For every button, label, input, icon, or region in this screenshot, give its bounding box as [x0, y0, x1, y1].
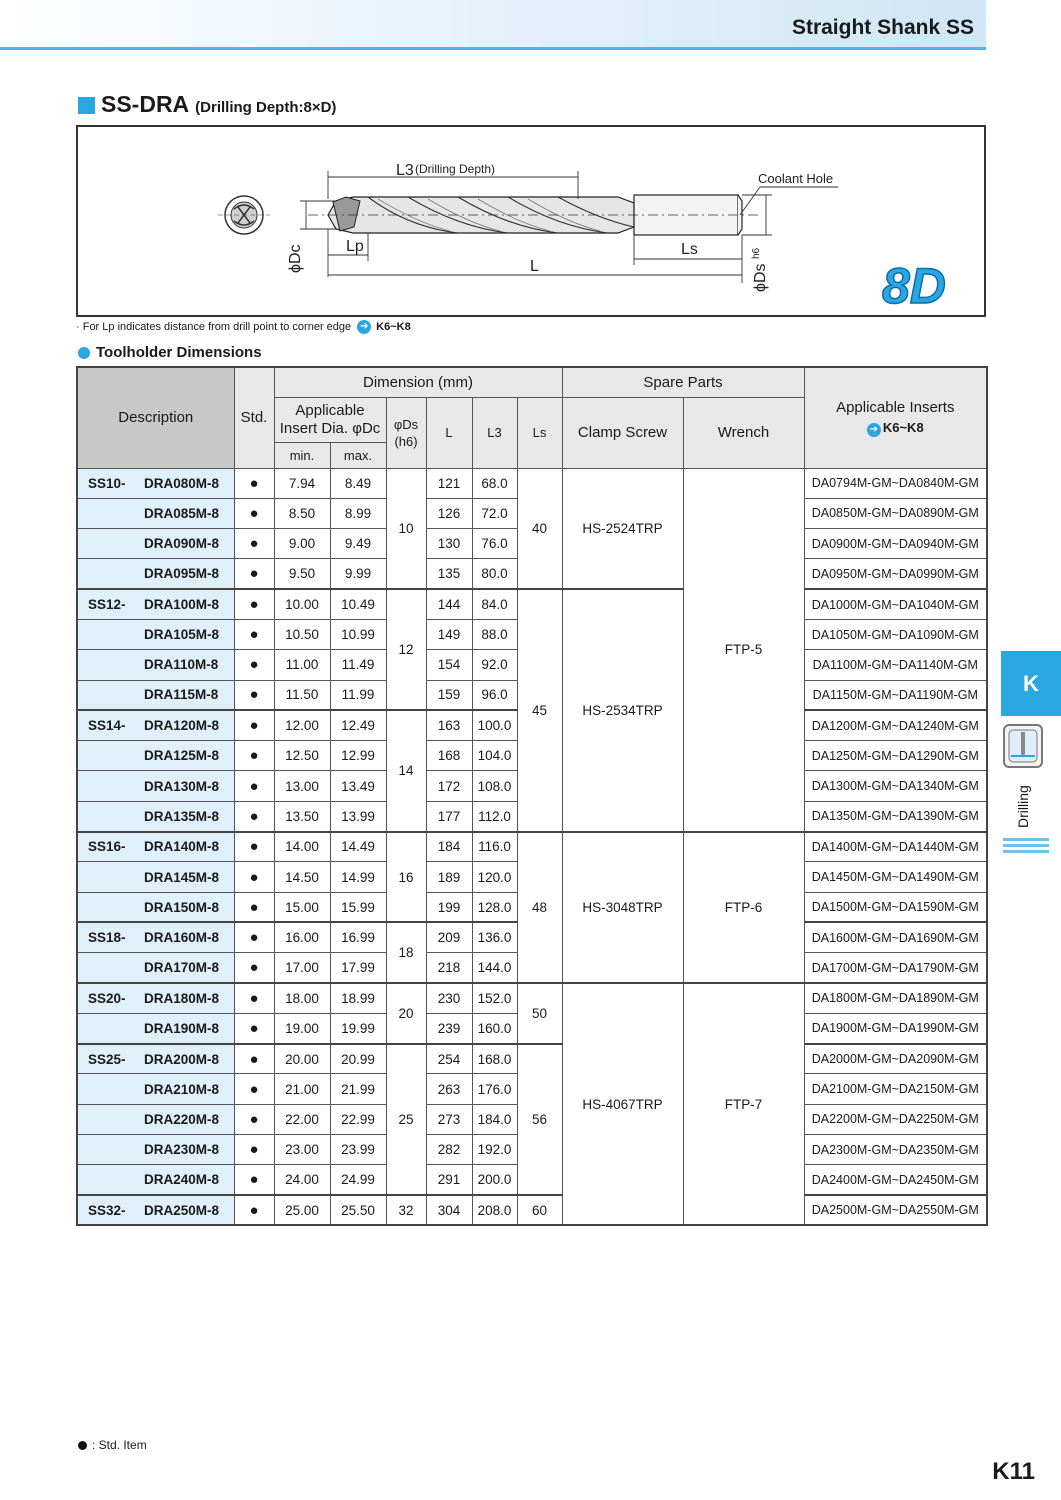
- series-cell: [77, 559, 140, 589]
- max-cell: 12.49: [330, 710, 386, 740]
- header-dimension: Dimension (mm): [274, 367, 562, 397]
- max-cell: 10.99: [330, 619, 386, 649]
- max-cell: 13.49: [330, 771, 386, 801]
- max-cell: 9.99: [330, 559, 386, 589]
- header-description: Description: [77, 367, 234, 468]
- std-cell: ●: [234, 1195, 274, 1225]
- l3-cell: 184.0: [472, 1104, 517, 1134]
- insert-cell: DA1900M-GM~DA1990M-GM: [804, 1013, 987, 1043]
- table-row: [77, 468, 987, 498]
- header-applicable-inserts: [804, 367, 987, 468]
- arrow-right-icon: ➔: [357, 320, 371, 334]
- dimension-labels: [287, 162, 946, 314]
- model-cell: DRA085M-8: [140, 498, 234, 528]
- series-cell: SS14-: [77, 710, 140, 740]
- l3-cell: 168.0: [472, 1044, 517, 1074]
- l3-note: (Drilling Depth): [415, 162, 496, 176]
- series-cell: SS12-: [77, 589, 140, 619]
- model-cell: DRA105M-8: [140, 619, 234, 649]
- l-cell: 230: [426, 983, 472, 1013]
- max-cell: 14.49: [330, 832, 386, 862]
- phi-ds-cell: 16: [386, 832, 426, 923]
- insert-cell: DA0794M-GM~DA0840M-GM: [804, 468, 987, 498]
- std-cell: ●: [234, 1135, 274, 1165]
- l-cell: 239: [426, 1013, 472, 1043]
- max-cell: 17.99: [330, 953, 386, 983]
- series-cell: [77, 1074, 140, 1104]
- min-cell: 19.00: [274, 1013, 330, 1043]
- insert-cell: DA2200M-GM~DA2250M-GM: [804, 1104, 987, 1134]
- series-cell: [77, 680, 140, 710]
- min-cell: 15.00: [274, 892, 330, 922]
- std-cell: ●: [234, 801, 274, 831]
- arrow-right-icon: ➔: [867, 423, 881, 437]
- insert-dia-label: Insert Dia. φDc: [279, 419, 381, 437]
- section-square-icon: [78, 97, 95, 114]
- l3-cell: 72.0: [472, 498, 517, 528]
- ls-label: Ls: [681, 241, 698, 258]
- std-dot-icon: [78, 1441, 87, 1450]
- model-cell: DRA240M-8: [140, 1165, 234, 1195]
- min-cell: 14.00: [274, 832, 330, 862]
- max-cell: 14.99: [330, 862, 386, 892]
- std-cell: ●: [234, 771, 274, 801]
- min-cell: 14.50: [274, 862, 330, 892]
- insert-cell: DA1800M-GM~DA1890M-GM: [804, 983, 987, 1013]
- bullet-icon: [78, 347, 90, 359]
- max-cell: 13.99: [330, 801, 386, 831]
- series-cell: [77, 801, 140, 831]
- max-cell: 10.49: [330, 589, 386, 619]
- l-cell: 199: [426, 892, 472, 922]
- model-cell: DRA230M-8: [140, 1135, 234, 1165]
- clamp-screw-cell: HS-3048TRP: [562, 832, 683, 983]
- l3-cell: 104.0: [472, 741, 517, 771]
- l3-cell: 84.0: [472, 589, 517, 619]
- model-cell: DRA135M-8: [140, 801, 234, 831]
- std-cell: ●: [234, 1044, 274, 1074]
- insert-cell: DA0950M-GM~DA0990M-GM: [804, 559, 987, 589]
- l-cell: 254: [426, 1044, 472, 1074]
- max-cell: 8.99: [330, 498, 386, 528]
- ds-superscript: h6: [751, 247, 762, 259]
- min-cell: 11.50: [274, 680, 330, 710]
- table-row: [77, 1195, 987, 1225]
- insert-cell: DA2100M-GM~DA2150M-GM: [804, 1074, 987, 1104]
- clamp-screw-cell: HS-2524TRP: [562, 468, 683, 589]
- l3-cell: 136.0: [472, 922, 517, 952]
- l-cell: 149: [426, 619, 472, 649]
- std-cell: ●: [234, 1013, 274, 1043]
- l-cell: 304: [426, 1195, 472, 1225]
- section-name: SS-DRA: [101, 91, 190, 117]
- insert-cell: DA1700M-GM~DA1790M-GM: [804, 953, 987, 983]
- l3-cell: 68.0: [472, 468, 517, 498]
- ls-cell: 48: [517, 832, 562, 983]
- series-cell: [77, 1165, 140, 1195]
- model-cell: DRA150M-8: [140, 892, 234, 922]
- min-cell: 25.00: [274, 1195, 330, 1225]
- l-cell: 282: [426, 1135, 472, 1165]
- min-cell: 13.00: [274, 771, 330, 801]
- l3-cell: 120.0: [472, 862, 517, 892]
- min-cell: 9.00: [274, 529, 330, 559]
- page-header-title: Straight Shank SS: [791, 16, 974, 39]
- h6-label: (h6): [394, 433, 418, 449]
- insert-cell: DA2300M-GM~DA2350M-GM: [804, 1135, 987, 1165]
- ls-cell: 40: [517, 468, 562, 589]
- max-cell: 8.49: [330, 468, 386, 498]
- series-cell: [77, 650, 140, 680]
- phi-ds-cell: 32: [386, 1195, 426, 1225]
- model-cell: DRA220M-8: [140, 1104, 234, 1134]
- header-wrench: Wrench: [683, 397, 804, 468]
- series-cell: SS16-: [77, 832, 140, 862]
- inserts-reference: K6~K8: [882, 419, 924, 435]
- std-cell: ●: [234, 741, 274, 771]
- min-cell: 13.50: [274, 801, 330, 831]
- side-stripes: [1003, 838, 1049, 856]
- std-cell: ●: [234, 680, 274, 710]
- model-cell: DRA130M-8: [140, 771, 234, 801]
- section-title: [78, 91, 336, 118]
- l3-cell: 160.0: [472, 1013, 517, 1043]
- l3-cell: 80.0: [472, 559, 517, 589]
- std-cell: ●: [234, 862, 274, 892]
- insert-cell: DA1250M-GM~DA1290M-GM: [804, 741, 987, 771]
- header-spare-parts: Spare Parts: [562, 367, 804, 397]
- l-cell: 263: [426, 1074, 472, 1104]
- header-ls: Ls: [517, 397, 562, 468]
- series-cell: [77, 1104, 140, 1134]
- min-cell: 10.00: [274, 589, 330, 619]
- series-cell: [77, 771, 140, 801]
- min-cell: 18.00: [274, 983, 330, 1013]
- l3-cell: 144.0: [472, 953, 517, 983]
- series-cell: SS25-: [77, 1044, 140, 1074]
- series-cell: [77, 862, 140, 892]
- std-cell: ●: [234, 953, 274, 983]
- l3-cell: 116.0: [472, 832, 517, 862]
- l3-cell: 76.0: [472, 529, 517, 559]
- max-cell: 16.99: [330, 922, 386, 952]
- min-cell: 8.50: [274, 498, 330, 528]
- l-cell: 184: [426, 832, 472, 862]
- l-cell: 163: [426, 710, 472, 740]
- model-cell: DRA115M-8: [140, 680, 234, 710]
- clamp-screw-cell: HS-4067TRP: [562, 983, 683, 1225]
- dc-label: ϕDc: [287, 244, 304, 273]
- l3-cell: 96.0: [472, 680, 517, 710]
- insert-cell: DA1500M-GM~DA1590M-GM: [804, 892, 987, 922]
- drill-drawing: [76, 125, 986, 317]
- header-l3: L3: [472, 397, 517, 468]
- min-cell: 11.00: [274, 650, 330, 680]
- side-label-drilling: Drilling: [1015, 785, 1031, 829]
- header-min: min.: [274, 442, 330, 468]
- series-cell: [77, 741, 140, 771]
- table-body: [77, 468, 987, 1225]
- l3-cell: 192.0: [472, 1135, 517, 1165]
- table-row: [77, 1044, 987, 1074]
- min-cell: 9.50: [274, 559, 330, 589]
- drill-end-view: [218, 196, 270, 234]
- insert-cell: DA1450M-GM~DA1490M-GM: [804, 862, 987, 892]
- series-cell: [77, 529, 140, 559]
- model-cell: DRA140M-8: [140, 832, 234, 862]
- insert-cell: DA2000M-GM~DA2090M-GM: [804, 1044, 987, 1074]
- legend: [78, 1438, 147, 1452]
- series-cell: SS32-: [77, 1195, 140, 1225]
- series-cell: SS10-: [77, 468, 140, 498]
- l-cell: 209: [426, 922, 472, 952]
- phi-ds-cell: 10: [386, 468, 426, 589]
- max-cell: 23.99: [330, 1135, 386, 1165]
- max-cell: 11.49: [330, 650, 386, 680]
- ls-cell: 50: [517, 983, 562, 1044]
- page-number: K11: [992, 1458, 1035, 1485]
- std-cell: ●: [234, 619, 274, 649]
- model-cell: DRA180M-8: [140, 983, 234, 1013]
- l3-cell: 128.0: [472, 892, 517, 922]
- std-cell: ●: [234, 1074, 274, 1104]
- insert-cell: DA1150M-GM~DA1190M-GM: [804, 680, 987, 710]
- l3-cell: 100.0: [472, 710, 517, 740]
- min-cell: 21.00: [274, 1074, 330, 1104]
- min-cell: 20.00: [274, 1044, 330, 1074]
- max-cell: 21.99: [330, 1074, 386, 1104]
- series-cell: SS20-: [77, 983, 140, 1013]
- model-cell: DRA200M-8: [140, 1044, 234, 1074]
- l-cell: 154: [426, 650, 472, 680]
- l-cell: 177: [426, 801, 472, 831]
- applicable-inserts-label: Applicable Inserts: [836, 398, 955, 416]
- insert-cell: DA0850M-GM~DA0890M-GM: [804, 498, 987, 528]
- std-cell: ●: [234, 710, 274, 740]
- model-cell: DRA110M-8: [140, 650, 234, 680]
- std-cell: ●: [234, 468, 274, 498]
- lp-footnote: [76, 320, 411, 334]
- l3-cell: 92.0: [472, 650, 517, 680]
- drilling-icon: [1003, 724, 1043, 768]
- series-cell: [77, 892, 140, 922]
- max-cell: 24.99: [330, 1165, 386, 1195]
- ls-cell: 60: [517, 1195, 562, 1225]
- max-cell: 12.99: [330, 741, 386, 771]
- l3-cell: 112.0: [472, 801, 517, 831]
- std-cell: ●: [234, 892, 274, 922]
- toolholder-table-wrap: [76, 366, 986, 1226]
- legend-text: : Std. Item: [92, 1438, 147, 1452]
- l-cell: 159: [426, 680, 472, 710]
- max-cell: 11.99: [330, 680, 386, 710]
- insert-cell: DA1300M-GM~DA1340M-GM: [804, 771, 987, 801]
- model-cell: DRA120M-8: [140, 710, 234, 740]
- l3-label: L3: [396, 162, 414, 179]
- series-cell: [77, 619, 140, 649]
- max-cell: 15.99: [330, 892, 386, 922]
- lp-label: Lp: [346, 238, 364, 255]
- insert-cell: DA1350M-GM~DA1390M-GM: [804, 801, 987, 831]
- std-cell: ●: [234, 832, 274, 862]
- footnote-text: · For Lp indicates distance from drill point to corner edge: [76, 321, 352, 333]
- min-cell: 17.00: [274, 953, 330, 983]
- std-cell: ●: [234, 983, 274, 1013]
- drill-diagram-svg: [78, 127, 984, 315]
- applicable-label: Applicable: [295, 401, 365, 419]
- model-cell: DRA190M-8: [140, 1013, 234, 1043]
- series-cell: [77, 1135, 140, 1165]
- model-cell: DRA100M-8: [140, 589, 234, 619]
- l3-cell: 88.0: [472, 619, 517, 649]
- series-cell: [77, 1013, 140, 1043]
- table-row: [77, 983, 987, 1013]
- model-cell: DRA090M-8: [140, 529, 234, 559]
- min-cell: 16.00: [274, 922, 330, 952]
- insert-cell: DA1400M-GM~DA1440M-GM: [804, 832, 987, 862]
- min-cell: 7.94: [274, 468, 330, 498]
- model-cell: DRA170M-8: [140, 953, 234, 983]
- section-subtitle: (Drilling Depth:8×D): [195, 99, 337, 116]
- header-std: Std.: [234, 367, 274, 468]
- insert-cell: DA1000M-GM~DA1040M-GM: [804, 589, 987, 619]
- max-cell: 18.99: [330, 983, 386, 1013]
- clamp-screw-cell: HS-2534TRP: [562, 589, 683, 831]
- l3-cell: 176.0: [472, 1074, 517, 1104]
- std-cell: ●: [234, 650, 274, 680]
- insert-cell: DA1050M-GM~DA1090M-GM: [804, 619, 987, 649]
- wrench-cell: FTP-7: [683, 983, 804, 1225]
- ls-cell: 56: [517, 1044, 562, 1195]
- header-clamp-screw: Clamp Screw: [562, 397, 683, 468]
- insert-cell: DA2500M-GM~DA2550M-GM: [804, 1195, 987, 1225]
- phi-ds-cell: 25: [386, 1044, 426, 1195]
- min-cell: 23.00: [274, 1135, 330, 1165]
- toolholder-table: [76, 366, 988, 1226]
- model-cell: DRA250M-8: [140, 1195, 234, 1225]
- header-phi-ds: [386, 397, 426, 468]
- std-cell: ●: [234, 1165, 274, 1195]
- model-cell: DRA125M-8: [140, 741, 234, 771]
- l-cell: 130: [426, 529, 472, 559]
- wrench-cell: FTP-6: [683, 832, 804, 983]
- header-bar: [0, 0, 986, 50]
- max-cell: 25.50: [330, 1195, 386, 1225]
- min-cell: 24.00: [274, 1165, 330, 1195]
- max-cell: 19.99: [330, 1013, 386, 1043]
- coolant-hole-label: Coolant Hole: [758, 171, 834, 186]
- insert-cell: DA1200M-GM~DA1240M-GM: [804, 710, 987, 740]
- std-cell: ●: [234, 922, 274, 952]
- phi-ds-cell: 20: [386, 983, 426, 1044]
- l3-cell: 152.0: [472, 983, 517, 1013]
- insert-cell: DA2400M-GM~DA2450M-GM: [804, 1165, 987, 1195]
- subsection-title: Toolholder Dimensions: [96, 344, 262, 361]
- header-insert-dia: [274, 397, 386, 442]
- l-cell: 121: [426, 468, 472, 498]
- side-tab-k[interactable]: K: [1001, 651, 1061, 716]
- model-cell: DRA145M-8: [140, 862, 234, 892]
- series-cell: [77, 498, 140, 528]
- l-cell: 291: [426, 1165, 472, 1195]
- drill-side-view: [308, 195, 758, 235]
- insert-cell: DA1100M-GM~DA1140M-GM: [804, 650, 987, 680]
- series-cell: SS18-: [77, 922, 140, 952]
- series-cell: [77, 953, 140, 983]
- model-cell: DRA080M-8: [140, 468, 234, 498]
- l-cell: 126: [426, 498, 472, 528]
- std-cell: ●: [234, 589, 274, 619]
- model-cell: DRA095M-8: [140, 559, 234, 589]
- wrench-cell: FTP-5: [683, 468, 804, 832]
- toolholder-dimensions-title: [78, 344, 262, 361]
- l-cell: 189: [426, 862, 472, 892]
- footnote-reference: K6~K8: [376, 321, 411, 333]
- l-cell: 135: [426, 559, 472, 589]
- min-cell: 10.50: [274, 619, 330, 649]
- l3-cell: 108.0: [472, 771, 517, 801]
- model-cell: DRA160M-8: [140, 922, 234, 952]
- std-cell: ●: [234, 529, 274, 559]
- l-cell: 168: [426, 741, 472, 771]
- min-cell: 12.50: [274, 741, 330, 771]
- max-cell: 22.99: [330, 1104, 386, 1134]
- std-cell: ●: [234, 498, 274, 528]
- table-row: [77, 589, 987, 619]
- phi-ds-cell: 14: [386, 710, 426, 831]
- phi-ds-cell: 18: [386, 922, 426, 983]
- std-cell: ●: [234, 1104, 274, 1134]
- l-cell: 172: [426, 771, 472, 801]
- min-cell: 22.00: [274, 1104, 330, 1134]
- l-cell: 144: [426, 589, 472, 619]
- ds-label: ϕDs: [752, 263, 769, 292]
- l3-cell: 208.0: [472, 1195, 517, 1225]
- l-cell: 273: [426, 1104, 472, 1134]
- model-cell: DRA210M-8: [140, 1074, 234, 1104]
- table-row: [77, 832, 987, 862]
- std-cell: ●: [234, 559, 274, 589]
- header-max: max.: [330, 442, 386, 468]
- insert-cell: DA0900M-GM~DA0940M-GM: [804, 529, 987, 559]
- l-label: L: [530, 258, 539, 275]
- header-l: L: [426, 397, 472, 468]
- l3-cell: 200.0: [472, 1165, 517, 1195]
- insert-cell: DA1600M-GM~DA1690M-GM: [804, 922, 987, 952]
- ls-cell: 45: [517, 589, 562, 831]
- phi-ds-cell: 12: [386, 589, 426, 710]
- min-cell: 12.00: [274, 710, 330, 740]
- 8d-badge: 8D: [882, 258, 946, 314]
- max-cell: 20.99: [330, 1044, 386, 1074]
- max-cell: 9.49: [330, 529, 386, 559]
- l-cell: 218: [426, 953, 472, 983]
- phi-ds-label: φDs: [393, 416, 419, 432]
